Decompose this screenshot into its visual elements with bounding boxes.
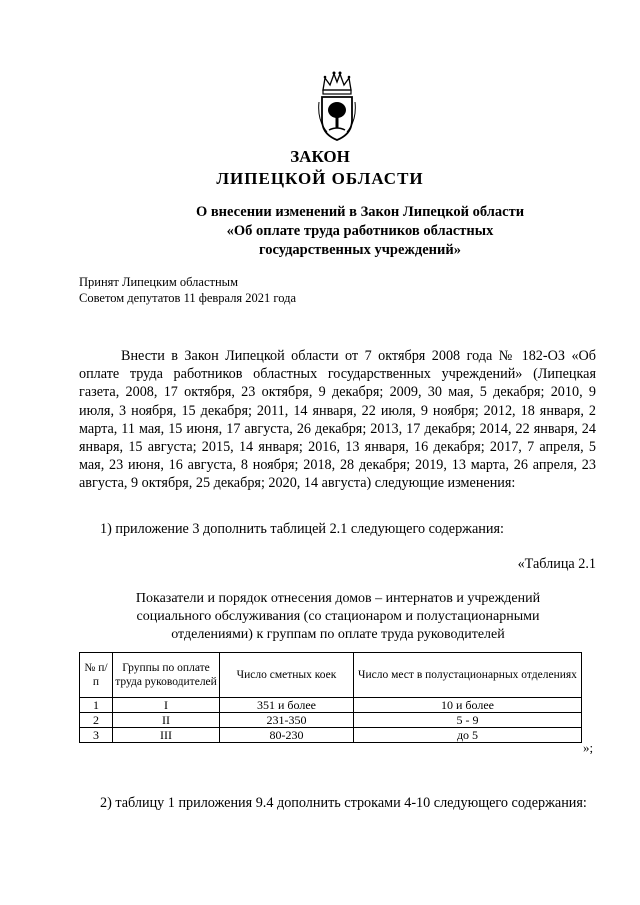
table-cell: 351 и более [220, 698, 354, 713]
table-header-row [80, 653, 582, 698]
table-cell: III [113, 728, 220, 743]
header-cell: № п/п [80, 653, 113, 698]
region-title: ЛИПЕЦКОЙ ОБЛАСТИ [216, 169, 424, 188]
table-cell: II [113, 713, 220, 728]
intro-paragraph: Внести в Закон Липецкой области от 7 октября 2008 года № 182-ОЗ «Об оплате труда работников областных государственных учреждений» (Липецкая газета, 2008, 17 октября, 23 октября, 9 декабря; 2009, 30 мая, 5 декабря; 2010, 9 июля, 3 ноября, 15 декабря; 2011, 14 января, 22 июля, 9 ноября; 2012, 18 января, 2 марта, 11 мая, 15 июня, 17 августа, 26 декабря; 2013, 17 декабря; 2014, 22 января, 24 января, 15 августа; 2015, 14 января; 2016, 13 января, 16 декабря; 2017, 7 апреля, 5 мая, 23 июня, 16 августа, 8 ноября; 2018, 28 декабря; 2019, 13 марта, 26 апреля, 23 августа, 9 октября, 25 декабря; 2020, 14 августа) следующие изменения: [79, 348, 596, 492]
coat-of-arms-emblem [315, 70, 359, 144]
table-cell: I [113, 698, 220, 713]
subtitle-line: «Об оплате труда работников областных [226, 223, 494, 239]
item-2: 2) таблицу 1 приложения 9.4 дополнить строками 4-10 следующего содержания: [100, 795, 587, 811]
header-cell: Число сметных коек [220, 653, 354, 698]
table-row [80, 713, 582, 728]
table-row [80, 728, 582, 743]
item-1: 1) приложение 3 дополнить таблицей 2.1 следующего содержания: [100, 521, 504, 537]
table-cell: 10 и более [354, 698, 582, 713]
groups-table [79, 652, 582, 743]
table-cell: до 5 [354, 728, 582, 743]
table-cell: 3 [80, 728, 113, 743]
table-close-quote: »; [583, 740, 594, 755]
table-cell: 80-230 [220, 728, 354, 743]
header-cell: Группы по оплате труда руководителей [113, 653, 220, 698]
adoption-line: Принят Липецким областным [79, 275, 238, 289]
table-cell: 2 [80, 713, 113, 728]
table-cell: 231-350 [220, 713, 354, 728]
table-row [80, 698, 582, 713]
adoption-line: Советом депутатов 11 февраля 2021 года [79, 291, 297, 305]
subtitle-line: государственных учреждений» [259, 242, 461, 258]
law-subtitle [150, 203, 570, 260]
table-number: «Таблица 2.1 [517, 556, 596, 572]
subtitle-line: О внесении изменений в Закон Липецкой области [195, 204, 525, 220]
adoption-note [79, 274, 296, 306]
table-cell: 1 [80, 698, 113, 713]
law-title: ЗАКОН [290, 147, 350, 166]
header-cell: Число мест в полустационарных отделениях [354, 653, 582, 698]
table-cell: 5 - 9 [354, 713, 582, 728]
table-title: Показатели и порядок отнесения домов – интернатов и учреждений социального обслуживания (со стационаром и полустационарными отделениями) к группам по оплате труда руководителей [135, 591, 541, 642]
